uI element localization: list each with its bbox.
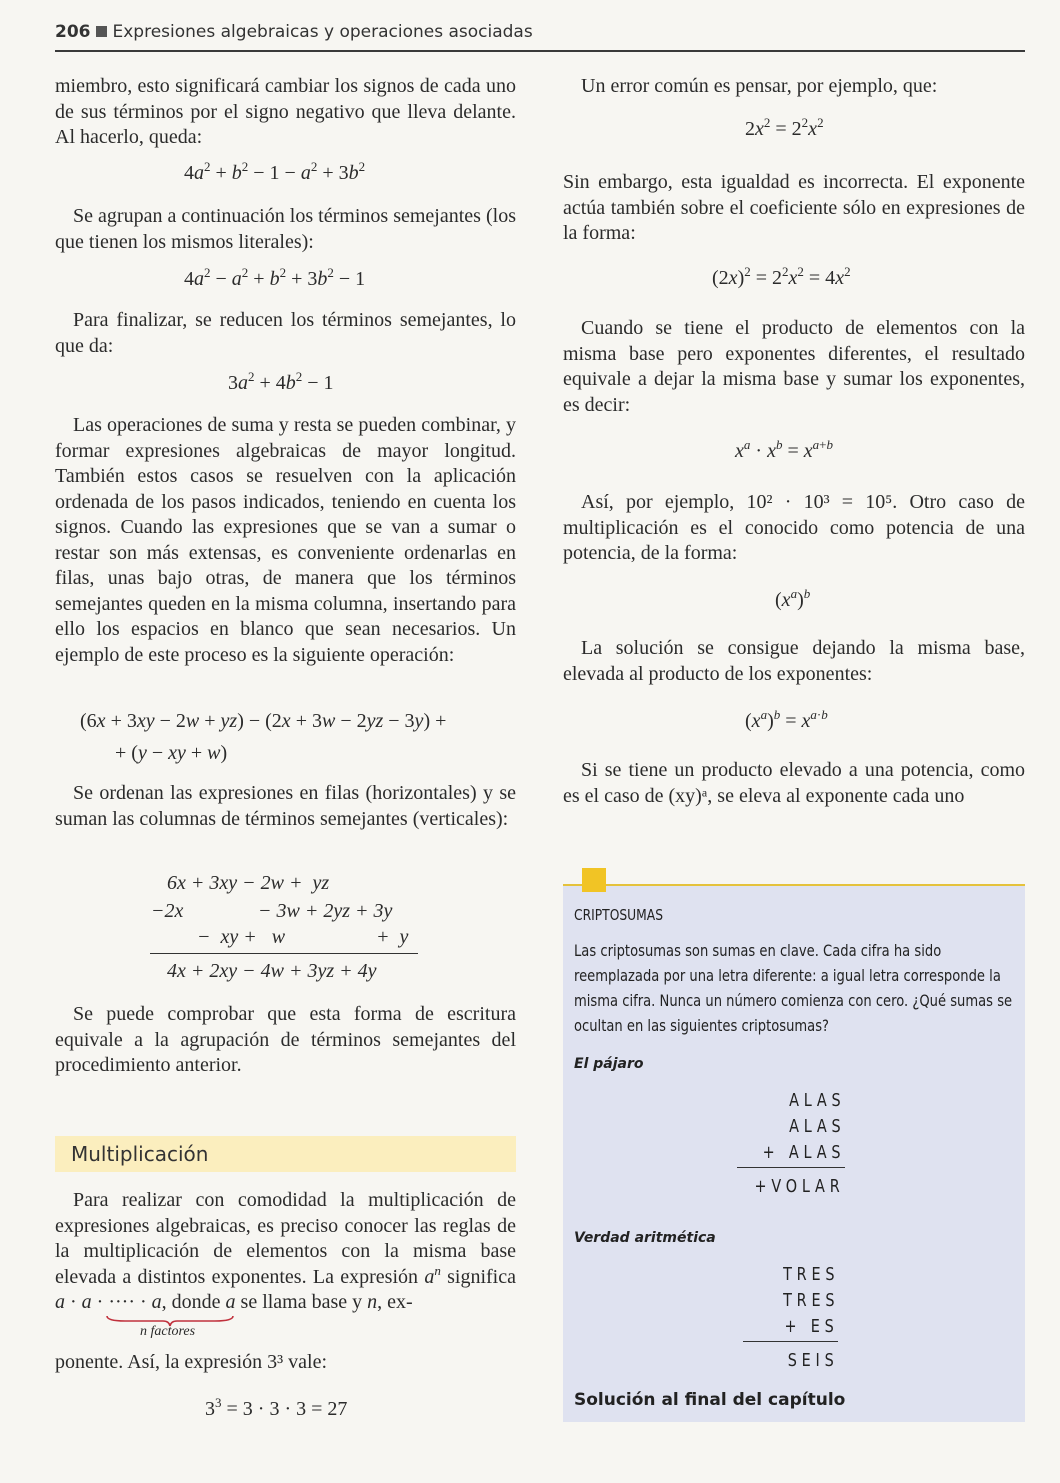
left-para-1: miembro, esto significará cambiar los signos de cada uno de sus términos por el signo negativo que lleva delante. Al hacerlo, queda: xyxy=(55,75,516,148)
box-title: CRIPTOSUMAS xyxy=(574,906,664,924)
left-para-6: Se puede comprobar que esta forma de escritura equivale a la agrupación de términos semejantes del procedimiento anterior. xyxy=(55,1003,516,1076)
formula-r4: $(x^a)^b$ xyxy=(775,586,811,611)
formula-2: $4a^2 - a^2 + b^2 + 3b^2 - 1$ xyxy=(184,265,366,290)
puzzle-1-row-2: ALAS xyxy=(788,1116,845,1137)
right-para-4: Así, por ejemplo, 10² · 10³ = 10⁵. Otro caso de multiplicación es el conocido como potencia de una potencia, de la forma: xyxy=(563,491,1025,564)
criptosumas-box xyxy=(563,884,1025,1422)
formula-r5: $(x^a)^b = x^{a\cdot b}$ xyxy=(745,707,828,732)
formula-3: $3a^2 + 4b^2 - 1$ xyxy=(228,369,334,394)
puzzle-2-row-1: TRES xyxy=(782,1264,839,1285)
puzzle-2-row-2: TRES xyxy=(782,1290,839,1311)
puzzle-2-rule xyxy=(743,1341,838,1342)
sum-rule xyxy=(150,953,418,954)
box-tag xyxy=(582,868,606,892)
page-number: 206 xyxy=(55,22,91,42)
puzzle-2-result: SEIS xyxy=(788,1350,839,1371)
puzzle-1-rule xyxy=(737,1167,845,1168)
right-para-1: Un error común es pensar, por ejemplo, que: xyxy=(581,75,938,97)
running-header xyxy=(55,22,1025,52)
header-title: Expresiones algebraicas y operaciones asociadas xyxy=(112,22,533,42)
left-para-7: Para realizar con comodidad la multiplicación de expresiones algebraicas, es preciso conocer las reglas de la multiplicación de elementos con la misma base elevada a distintos exponentes. La expresión $a^n$ significa a · a · ···· · a, donde a se llama base y n, ex- xyxy=(55,1189,516,1313)
puzzle-1-row-3: + ALAS xyxy=(762,1142,845,1163)
right-para-6: Si se tiene un producto elevado a una potencia, como es el caso de (xy)ᵃ, se eleva al exponente cada uno xyxy=(563,759,1025,807)
puzzle-1-name: El pájaro xyxy=(574,1056,644,1072)
formula-4b: + (y − xy + w) xyxy=(115,742,228,764)
section-heading: Multiplicación xyxy=(55,1136,516,1172)
formula-r3: $x^a \cdot x^b = x^{a+b}$ xyxy=(735,437,833,462)
left-para-3: Para finalizar, se reducen los términos semejantes, lo que da: xyxy=(55,309,516,357)
formula-power: $3^3 = 3 \cdot 3 \cdot 3 = 27$ xyxy=(205,1395,348,1420)
formula-4a: (6x + 3xy − 2w + yz) − (2x + 3w − 2yz − 3y) + xyxy=(80,710,447,732)
puzzle-1-result: +VOLAR xyxy=(754,1176,845,1197)
right-para-5: La solución se consigue dejando la misma base, elevada al producto de los exponentes: xyxy=(563,637,1025,685)
puzzle-1-row-1: ALAS xyxy=(788,1090,845,1111)
formula-1: $4a^2 + b^2 - 1 - a^2 + 3b^2$ xyxy=(184,159,366,184)
box-solution-note: Solución al final del capítulo xyxy=(574,1390,846,1410)
puzzle-2-row-3: + ES xyxy=(784,1316,839,1337)
formula-r1: $2x^2 = 2^2x^2$ xyxy=(745,115,824,140)
left-para-2: Se agrupan a continuación los términos semejantes (los que tienen los mismos literales): xyxy=(55,205,516,253)
left-para-4: Las operaciones de suma y resta se pueden combinar, y formar expresiones algebraicas de mayor longitud. También estos casos se resuelven con la aplicación ordenada de los pasos indicados, teniendo en cuenta los signos. Cuando las expresiones que se van a sumar o restar son más extensas, es conveniente ordenarlas en filas, unas bajo otras, de manera que los términos semejantes queden en la misma columna, insertando para ello los espacios en blanco que sean necesarios. Un ejemplo de este proceso es la siguiente operación: xyxy=(55,414,516,666)
box-description: Las criptosumas son sumas en clave. Cada cifra ha sido reemplazada por una letra diferente: a igual letra corresponde la misma cifra. Nunca un número comienza con cero. ¿Qué sumas se ocultan en las siguientes criptosumas? xyxy=(574,941,1013,1035)
brace-label: n factores xyxy=(140,1324,196,1339)
formula-r2: $(2x)^2 = 2^2x^2 = 4x^2$ xyxy=(712,264,851,289)
left-para-8: ponente. Así, la expresión 3³ vale: xyxy=(55,1351,328,1373)
puzzle-2-name: Verdad aritmética xyxy=(574,1230,716,1246)
right-para-2: Sin embargo, esta igualdad es incorrecta. El exponente actúa también sobre el coeficiente sólo en expresiones de la forma: xyxy=(563,171,1025,244)
right-para-3: Cuando se tiene el producto de elementos con la misma base pero exponentes diferentes, el resultado equivale a dejar la misma base y sumar los exponentes, es decir: xyxy=(563,317,1025,416)
left-para-5: Se ordenan las expresiones en filas (horizontales) y se suman las columnas de términos semejantes (verticales): xyxy=(55,782,516,830)
square-icon xyxy=(96,26,107,37)
